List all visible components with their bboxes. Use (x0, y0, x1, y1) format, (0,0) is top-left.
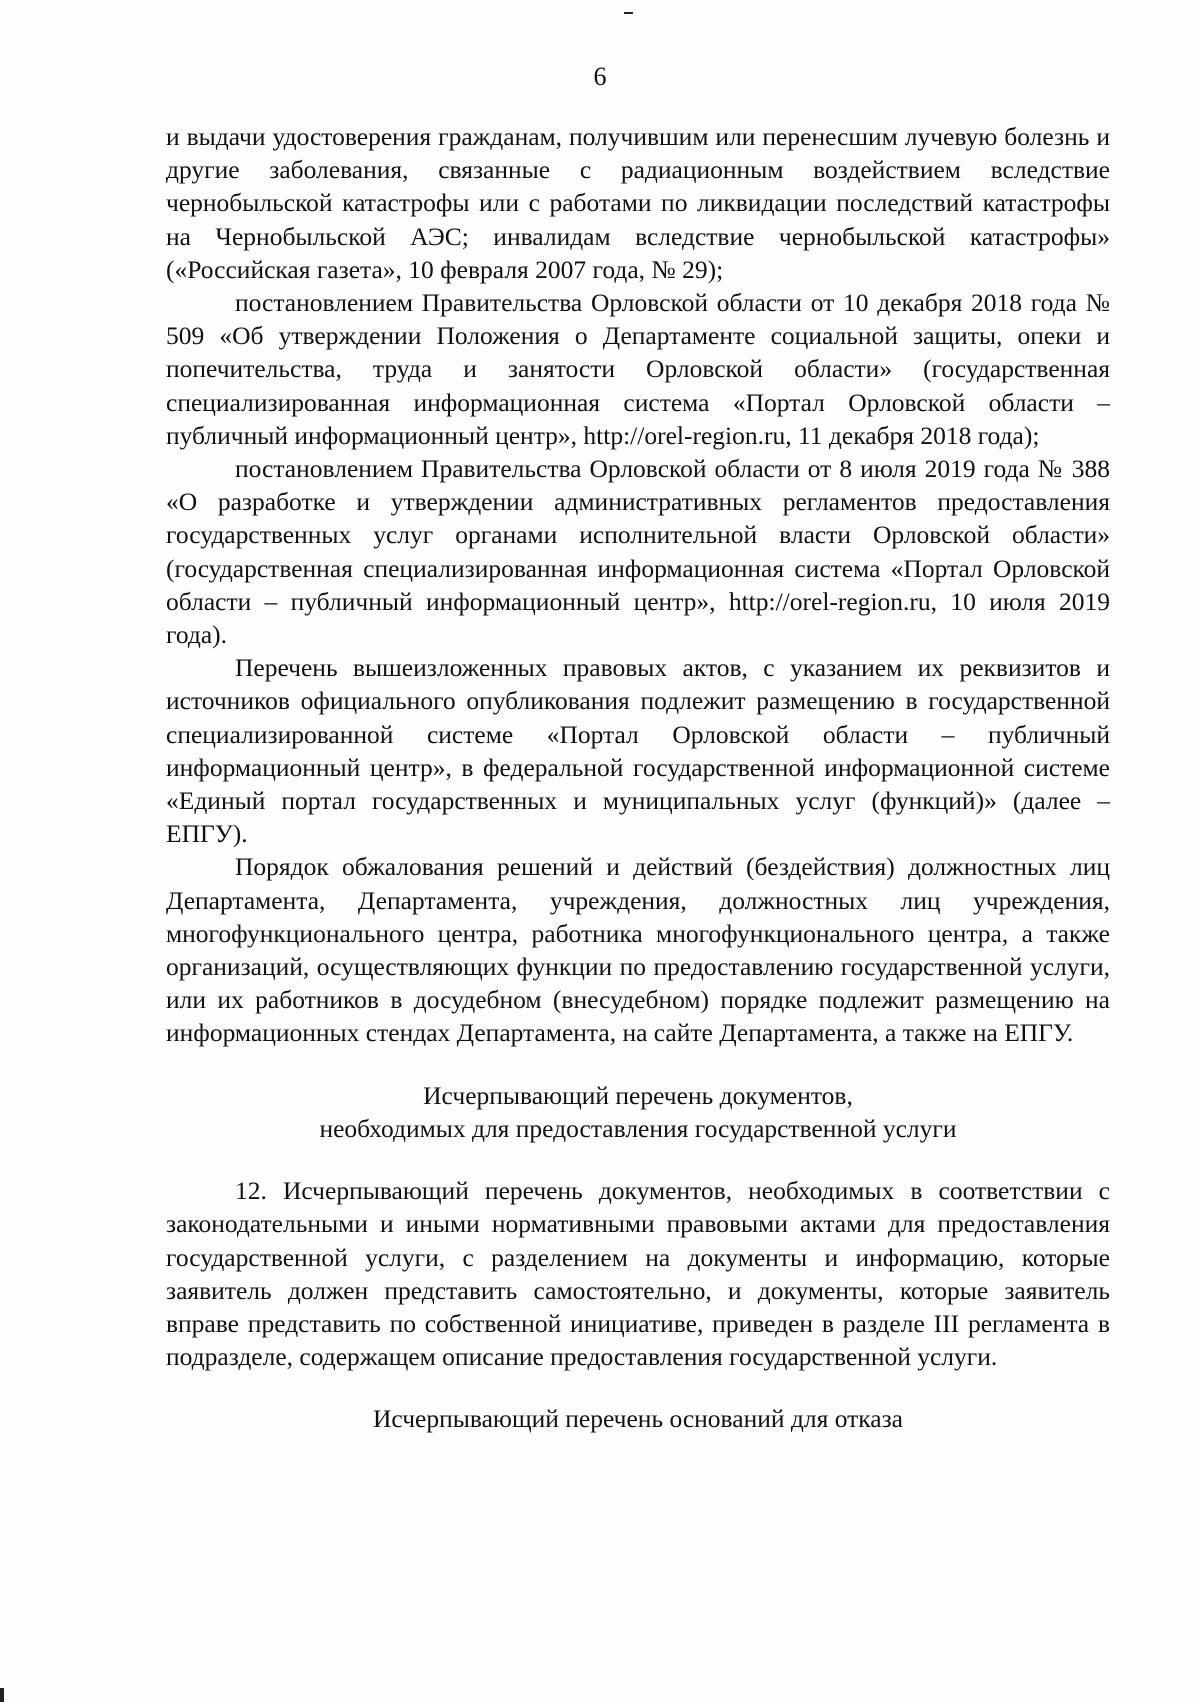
paragraph-chernobyl-continuation: и выдачи удостоверения гражданам, получившим или перенесшим лучевую болезнь и другие заболевания, связанные с радиационным воздействием вследствие чернобыльской катастрофы или с работами по ликвидации последствий катастрофы на Чернобыльской АЭС; инвалидам вследствие чернобыльской катастрофы» («Российская газета», 10 февраля 2007 года, № 29); (166, 122, 1110, 284)
section-heading-refusal-grounds: Исчерпывающий перечень оснований для отказа (373, 1404, 903, 1434)
page-number: 6 (593, 62, 607, 91)
section-heading-documents-line2: необходимых для предоставления государственной услуги (319, 1113, 957, 1143)
paragraph-appeal-procedure: Порядок обжалования решений и действий (бездействия) должностных лиц Департамента, Департамента, учреждения, должностных лиц учреждения, многофункционального центра, работника многофункционального центра, а также организаций, осуществляющих функции по предоставлению государственной услуги, или их работников в досудебном (внесудебном) порядке подлежит размещению на информационных стендах Департамента, на сайте Департамента, а также на ЕПГУ. (166, 852, 1110, 1048)
paragraph-legal-acts-list: Перечень вышеизложенных правовых актов, с указанием их реквизитов и источников официального опубликования подлежит размещению в государственной специализированной системе «Портал Орловской области – публичный информационный центр», в федеральной государственной информационной системе «Единый портал государственных и муниципальных услуг (функций)» (далее – ЕПГУ). (166, 653, 1110, 849)
paragraph-resolution-388: постановлением Правительства Орловской области от 8 июля 2019 года № 388 «О разработке и утверждении административных регламентов предоставления государственных услуг органами исполнительной власти Орловской области» (государственная специализированная информационная система «Портал Орловской области – публичный информационный центр», http://orel-region.ru, 10 июля 2019 года). (166, 454, 1110, 650)
section-heading-documents-line1: Исчерпывающий перечень документов, (423, 1080, 853, 1110)
scan-artifact-left-edge (0, 1688, 4, 1702)
paragraph-resolution-509: постановлением Правительства Орловской области от 10 декабря 2018 года № 509 «Об утверждении Положения о Департаменте социальной защиты, опеки и попечительства, труда и занятости Орловской области» (государственная специализированная информационная система «Портал Орловской области – публичный информационный центр», http://orel-region.ru, 11 декабря 2018 года); (166, 288, 1110, 450)
document-body (166, 120, 1110, 1436)
scan-artifact-top (624, 12, 633, 14)
paragraph-12-documents-list: 12. Исчерпывающий перечень документов, необходимых в соответствии с законодательными и иными нормативными правовыми актами для предоставления государственной услуги, с разделением на документы и информацию, которые заявитель должен представить самостоятельно, и документы, которые заявитель вправе представить по собственной инициативе, приведен в разделе III регламента в подразделе, содержащем описание предоставления государственной услуги. (166, 1176, 1110, 1372)
